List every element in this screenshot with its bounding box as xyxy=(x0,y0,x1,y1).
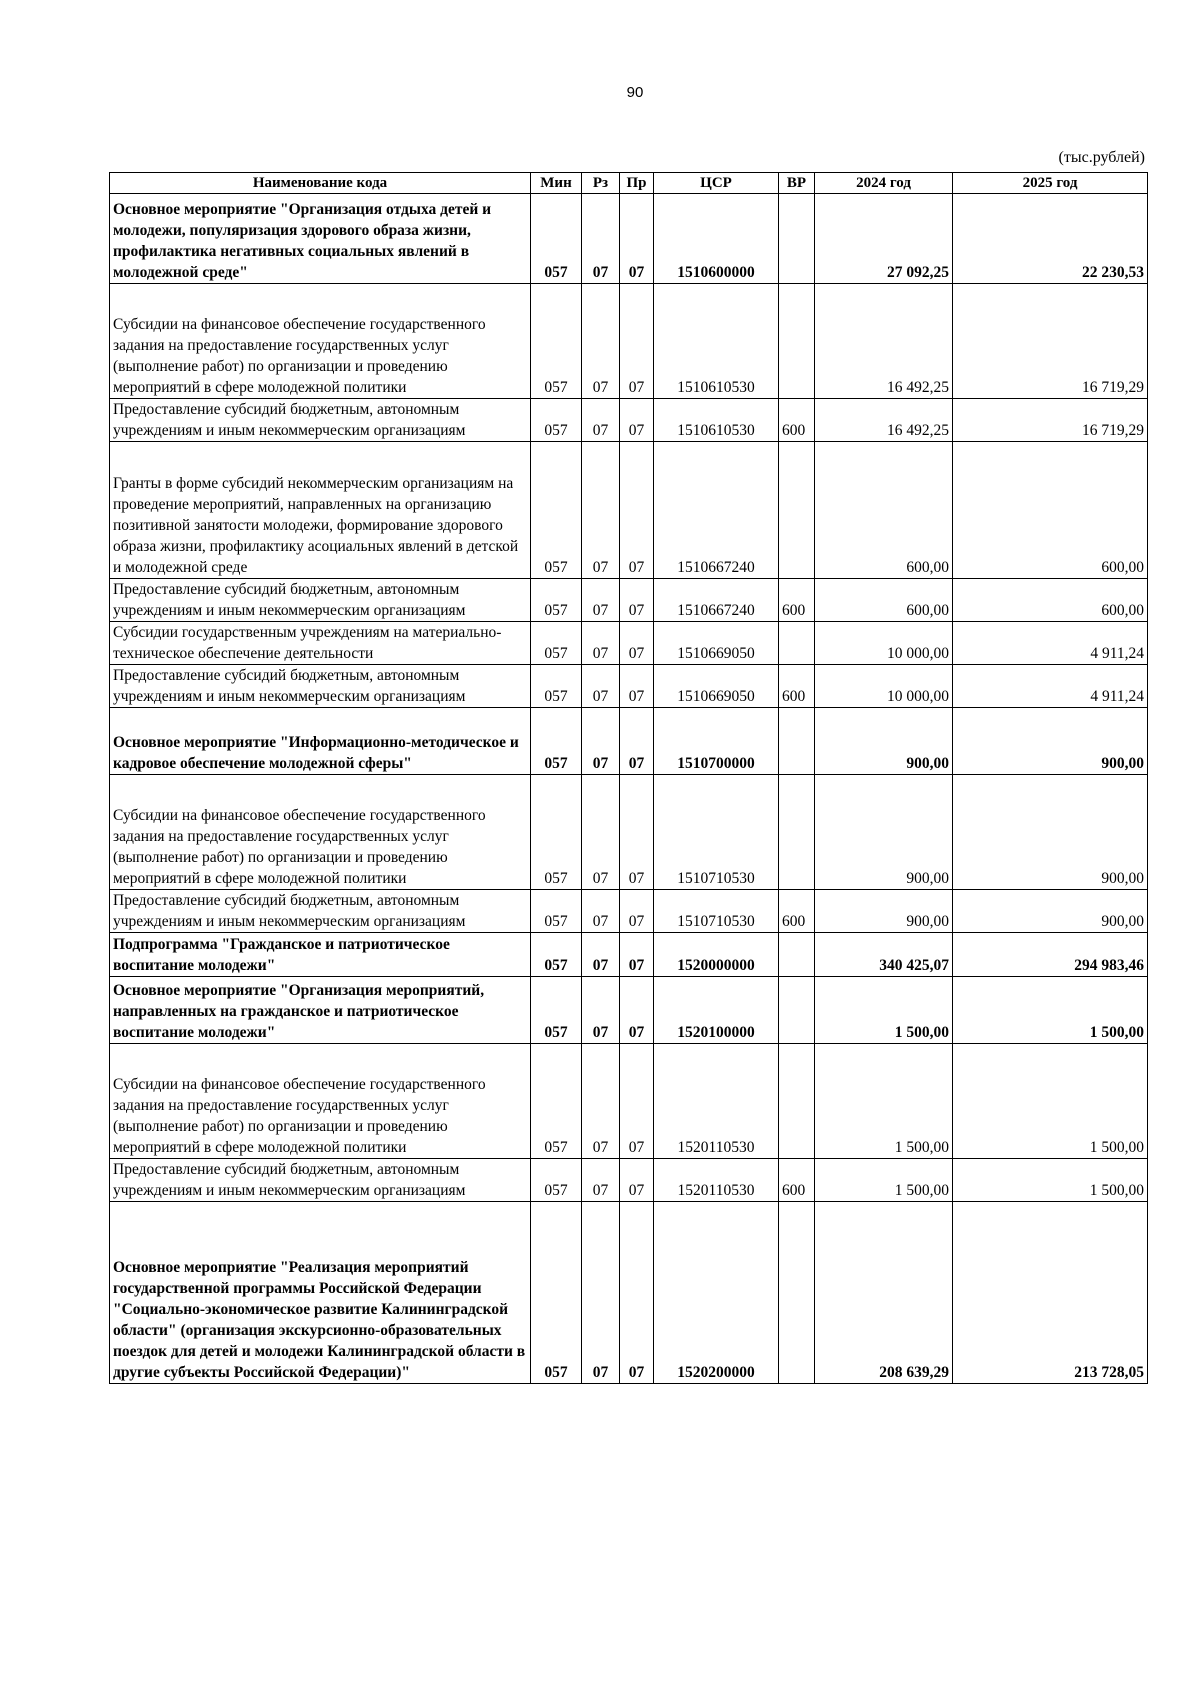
table-row xyxy=(110,442,1148,579)
cell-vr: 600 xyxy=(779,579,815,622)
table-row xyxy=(110,890,1148,933)
cell-pr: 07 xyxy=(620,890,654,933)
cell-min: 057 xyxy=(531,399,582,442)
cell-csr: 1510669050 xyxy=(654,622,779,665)
cell-rz: 07 xyxy=(582,977,620,1044)
cell-name: Основное мероприятие "Организация отдыха детей и молодежи, популяризация здорового образа жизни, профилактика негативных социальных явлений в молодежной среде" xyxy=(110,194,531,284)
cell-2025: 16 719,29 xyxy=(953,284,1148,399)
cell-min: 057 xyxy=(531,890,582,933)
cell-pr: 07 xyxy=(620,442,654,579)
cell-name: Субсидии на финансовое обеспечение государственного задания на предоставление государственных услуг (выполнение работ) по организации и проведению мероприятий в сфере молодежной политики xyxy=(110,284,531,399)
header-pr: Пр xyxy=(620,173,654,194)
cell-2024: 1 500,00 xyxy=(815,977,953,1044)
cell-min: 057 xyxy=(531,622,582,665)
cell-2025: 294 983,46 xyxy=(953,933,1148,977)
cell-rz: 07 xyxy=(582,442,620,579)
cell-name: Предоставление субсидий бюджетным, автономным учреждениям и иным некоммерческим организациям xyxy=(110,890,531,933)
cell-pr: 07 xyxy=(620,708,654,775)
table-row xyxy=(110,194,1148,284)
cell-name: Предоставление субсидий бюджетным, автономным учреждениям и иным некоммерческим организациям xyxy=(110,1159,531,1202)
cell-2025: 900,00 xyxy=(953,775,1148,890)
cell-min: 057 xyxy=(531,1044,582,1159)
cell-2024: 900,00 xyxy=(815,890,953,933)
cell-2024: 600,00 xyxy=(815,579,953,622)
cell-pr: 07 xyxy=(620,1159,654,1202)
cell-rz: 07 xyxy=(582,775,620,890)
cell-name: Предоставление субсидий бюджетным, автономным учреждениям и иным некоммерческим организациям xyxy=(110,399,531,442)
table-row xyxy=(110,399,1148,442)
cell-rz: 07 xyxy=(582,1202,620,1384)
cell-2024: 1 500,00 xyxy=(815,1044,953,1159)
cell-vr xyxy=(779,442,815,579)
cell-2024: 16 492,25 xyxy=(815,284,953,399)
header-name: Наименование кода xyxy=(110,173,531,194)
cell-name: Основное мероприятие "Информационно-методическое и кадровое обеспечение молодежной сферы" xyxy=(110,708,531,775)
cell-name: Субсидии государственным учреждениям на материально-техническое обеспечение деятельности xyxy=(110,622,531,665)
cell-vr xyxy=(779,1202,815,1384)
cell-min: 057 xyxy=(531,284,582,399)
header-vr: ВР xyxy=(779,173,815,194)
cell-min: 057 xyxy=(531,1159,582,1202)
cell-min: 057 xyxy=(531,579,582,622)
cell-2024: 208 639,29 xyxy=(815,1202,953,1384)
cell-csr: 1510610530 xyxy=(654,284,779,399)
cell-pr: 07 xyxy=(620,1202,654,1384)
cell-pr: 07 xyxy=(620,284,654,399)
cell-min: 057 xyxy=(531,1202,582,1384)
cell-name: Гранты в форме субсидий некоммерческим организациям на проведение мероприятий, направленных на организацию позитивной занятости молодежи, формирование здорового образа жизни, профилактику асоциальных явлений в детской и молодежной среде xyxy=(110,442,531,579)
cell-2024: 10 000,00 xyxy=(815,622,953,665)
cell-pr: 07 xyxy=(620,665,654,708)
cell-csr: 1510610530 xyxy=(654,399,779,442)
cell-rz: 07 xyxy=(582,1159,620,1202)
table-row xyxy=(110,665,1148,708)
cell-pr: 07 xyxy=(620,622,654,665)
cell-min: 057 xyxy=(531,775,582,890)
cell-name: Основное мероприятие "Реализация мероприятий государственной программы Российской Федерации "Социально-экономическое развитие Калининградской области" (организация экскурсионно-образовательных поездок для детей и молодежи Калининградской области в другие субъекты Российской Федерации)" xyxy=(110,1202,531,1384)
cell-csr: 1520110530 xyxy=(654,1159,779,1202)
cell-pr: 07 xyxy=(620,1044,654,1159)
cell-csr: 1510669050 xyxy=(654,665,779,708)
cell-pr: 07 xyxy=(620,933,654,977)
cell-2025: 1 500,00 xyxy=(953,977,1148,1044)
cell-rz: 07 xyxy=(582,284,620,399)
cell-2024: 600,00 xyxy=(815,442,953,579)
cell-2024: 1 500,00 xyxy=(815,1159,953,1202)
cell-2025: 900,00 xyxy=(953,890,1148,933)
cell-vr xyxy=(779,708,815,775)
cell-rz: 07 xyxy=(582,1044,620,1159)
cell-csr: 1520000000 xyxy=(654,933,779,977)
cell-csr: 1520200000 xyxy=(654,1202,779,1384)
table-row xyxy=(110,775,1148,890)
cell-csr: 1510600000 xyxy=(654,194,779,284)
cell-rz: 07 xyxy=(582,665,620,708)
table-row xyxy=(110,579,1148,622)
cell-2024: 16 492,25 xyxy=(815,399,953,442)
cell-min: 057 xyxy=(531,194,582,284)
cell-name: Предоставление субсидий бюджетным, автономным учреждениям и иным некоммерческим организациям xyxy=(110,665,531,708)
cell-2025: 1 500,00 xyxy=(953,1044,1148,1159)
cell-2025: 1 500,00 xyxy=(953,1159,1148,1202)
cell-pr: 07 xyxy=(620,399,654,442)
cell-rz: 07 xyxy=(582,890,620,933)
cell-2025: 22 230,53 xyxy=(953,194,1148,284)
cell-name: Предоставление субсидий бюджетным, автономным учреждениям и иным некоммерческим организациям xyxy=(110,579,531,622)
table-row xyxy=(110,1159,1148,1202)
header-2024: 2024 год xyxy=(815,173,953,194)
cell-csr: 1520100000 xyxy=(654,977,779,1044)
cell-vr xyxy=(779,977,815,1044)
cell-2024: 900,00 xyxy=(815,775,953,890)
cell-min: 057 xyxy=(531,933,582,977)
cell-min: 057 xyxy=(531,665,582,708)
cell-2024: 27 092,25 xyxy=(815,194,953,284)
cell-name: Субсидии на финансовое обеспечение государственного задания на предоставление государственных услуг (выполнение работ) по организации и проведению мероприятий в сфере молодежной политики xyxy=(110,775,531,890)
cell-csr: 1510710530 xyxy=(654,775,779,890)
cell-min: 057 xyxy=(531,442,582,579)
cell-csr: 1510667240 xyxy=(654,579,779,622)
table-row xyxy=(110,708,1148,775)
cell-csr: 1510667240 xyxy=(654,442,779,579)
cell-2025: 900,00 xyxy=(953,708,1148,775)
cell-csr: 1510710530 xyxy=(654,890,779,933)
cell-rz: 07 xyxy=(582,194,620,284)
cell-pr: 07 xyxy=(620,194,654,284)
cell-2025: 600,00 xyxy=(953,442,1148,579)
cell-vr: 600 xyxy=(779,665,815,708)
cell-name: Субсидии на финансовое обеспечение государственного задания на предоставление государственных услуг (выполнение работ) по организации и проведению мероприятий в сфере молодежной политики xyxy=(110,1044,531,1159)
units-label: (тыс.рублей) xyxy=(1058,149,1145,166)
table-row xyxy=(110,284,1148,399)
cell-vr xyxy=(779,775,815,890)
table-row xyxy=(110,977,1148,1044)
cell-name: Основное мероприятие "Организация мероприятий, направленных на гражданское и патриотическое воспитание молодежи" xyxy=(110,977,531,1044)
cell-rz: 07 xyxy=(582,399,620,442)
cell-vr: 600 xyxy=(779,399,815,442)
cell-min: 057 xyxy=(531,977,582,1044)
cell-pr: 07 xyxy=(620,977,654,1044)
table-row xyxy=(110,933,1148,977)
cell-csr: 1520110530 xyxy=(654,1044,779,1159)
cell-2024: 340 425,07 xyxy=(815,933,953,977)
cell-pr: 07 xyxy=(620,579,654,622)
table-row xyxy=(110,1202,1148,1384)
cell-vr xyxy=(779,622,815,665)
header-2025: 2025 год xyxy=(953,173,1148,194)
cell-rz: 07 xyxy=(582,622,620,665)
table-row xyxy=(110,622,1148,665)
cell-vr xyxy=(779,194,815,284)
cell-2024: 10 000,00 xyxy=(815,665,953,708)
cell-min: 057 xyxy=(531,708,582,775)
cell-2025: 600,00 xyxy=(953,579,1148,622)
table-header-row xyxy=(110,173,1148,194)
cell-2025: 213 728,05 xyxy=(953,1202,1148,1384)
cell-rz: 07 xyxy=(582,933,620,977)
cell-2025: 16 719,29 xyxy=(953,399,1148,442)
page-number: 90 xyxy=(626,84,644,101)
cell-vr: 600 xyxy=(779,1159,815,1202)
budget-table xyxy=(109,172,1148,1384)
header-rz: Рз xyxy=(582,173,620,194)
cell-vr xyxy=(779,284,815,399)
cell-vr xyxy=(779,933,815,977)
cell-2024: 900,00 xyxy=(815,708,953,775)
cell-csr: 1510700000 xyxy=(654,708,779,775)
cell-rz: 07 xyxy=(582,708,620,775)
cell-vr: 600 xyxy=(779,890,815,933)
header-csr: ЦСР xyxy=(654,173,779,194)
header-min: Мин xyxy=(531,173,582,194)
cell-2025: 4 911,24 xyxy=(953,622,1148,665)
cell-rz: 07 xyxy=(582,579,620,622)
cell-2025: 4 911,24 xyxy=(953,665,1148,708)
cell-name: Подпрограмма "Гражданское и патриотическое воспитание молодежи" xyxy=(110,933,531,977)
cell-pr: 07 xyxy=(620,775,654,890)
cell-vr xyxy=(779,1044,815,1159)
table-row xyxy=(110,1044,1148,1159)
